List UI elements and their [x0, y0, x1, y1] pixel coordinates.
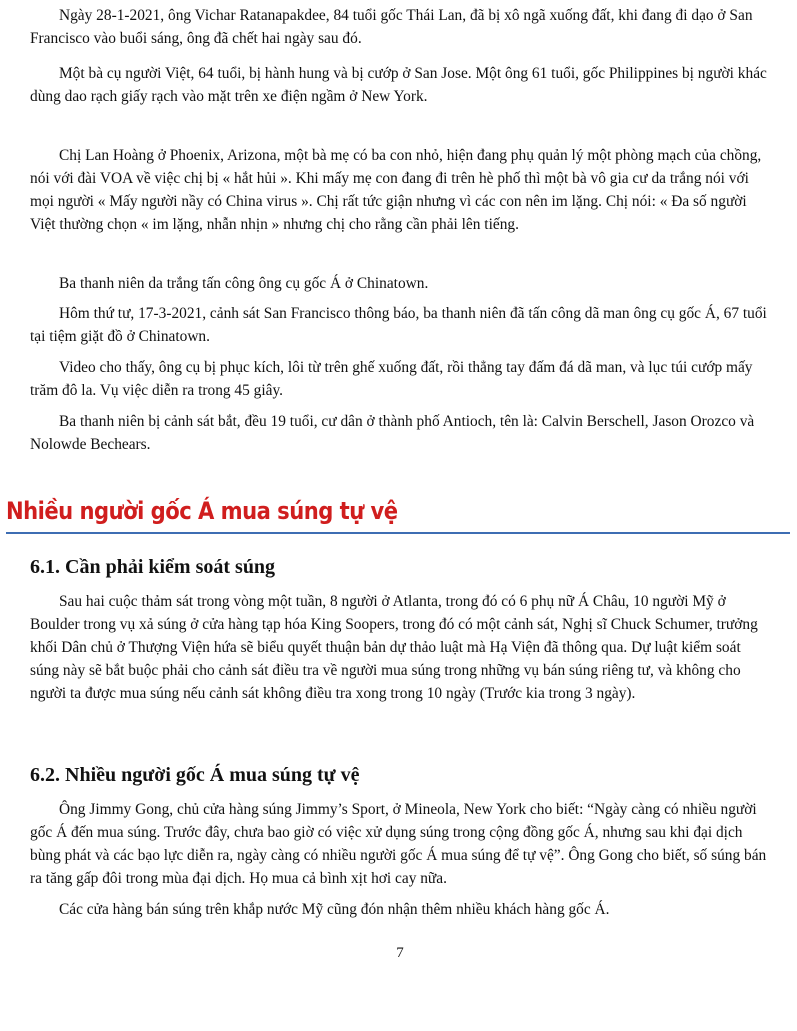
paragraph: Ông Jimmy Gong, chủ cửa hàng súng Jimmy’s Sport, ở Mineola, New York cho biết: “Ngày càng có nhiều người gốc Á đến mua súng. Trước đây, chưa bao giờ có việc xử dụng súng trong cộng đồng gốc Á, nhưng sau khi đại dịch bùng phát và các bạo lực diễn ra, ngày càng có nhiều người gốc Á mua súng để tự vệ”. Ông Gong cho biết, số súng bán ra tăng gấp đôi trong mùa đại dịch. Họ mua cả bình xịt hơi cay nữa.: [30, 801, 767, 887]
paragraph: Sau hai cuộc thảm sát trong vòng một tuần, 8 người ở Atlanta, trong đó có 6 phụ nữ Á Châu, 10 người Mỹ ở Boulder trong vụ xả súng ở cửa hàng tạp hóa King Soopers, trong đó có một cảnh sát, Nghị sĩ Chuck Schumer, trưởng khối Dân chủ ở Thượng Viện hứa sẽ biểu quyết thuận bản dự thảo luật mà Hạ Viện đã thông qua. Dự luật kiểm soát súng này sẽ bắt buộc phải cho cảnh sát điều tra về người mua súng trong những vụ bán súng riêng tư, và không cho người ta được mua súng nếu cảnh sát không điều tra xong trong 10 ngày (Trước kia trong 3 ngày).: [30, 593, 758, 702]
paragraph: Ba thanh niên da trắng tấn công ông cụ gốc Á ở Chinatown.: [59, 275, 429, 292]
paragraph: Một bà cụ người Việt, 64 tuổi, bị hành hung và bị cướp ở San Jose. Một ông 61 tuổi, gốc Philippines bị người khác dùng dao rạch giấy rạch vào mặt trên xe điện ngầm ở New York.: [30, 65, 767, 105]
subsection-heading: 6.1. Cần phải kiểm soát súng: [30, 556, 276, 578]
paragraph: Các cửa hàng bán súng trên khắp nước Mỹ cũng đón nhận thêm nhiều khách hàng gốc Á.: [59, 901, 610, 918]
paragraph: Hôm thứ tư, 17-3-2021, cảnh sát San Francisco thông báo, ba thanh niên đã tấn công dã man ông cụ gốc Á, 67 tuổi tại tiệm giặt đồ ở Chinatown.: [30, 305, 767, 345]
section-divider: [6, 532, 790, 534]
paragraph: Ngày 28-1-2021, ông Vichar Ratanapakdee, 84 tuổi gốc Thái Lan, đã bị xô ngã xuống đất, khi đang đi dạo ở San Francisco vào buổi sáng, ông đã chết hai ngày sau đó.: [30, 7, 753, 47]
paragraph: Ba thanh niên bị cảnh sát bắt, đều 19 tuổi, cư dân ở thành phố Antioch, tên là: Calvin Berschell, Jason Orozco và Nolowde Bechears.: [30, 413, 755, 453]
subsection-heading: 6.2. Nhiều người gốc Á mua súng tự vệ: [30, 764, 360, 786]
paragraph: Chị Lan Hoàng ở Phoenix, Arizona, một bà mẹ có ba con nhỏ, hiện đang phụ quản lý một phòng mạch của chồng, nói với đài VOA về việc chị bị « hắt hủi ». Khi mấy mẹ con đang đi trên hè phố thì một bà vô gia cư da trắng nói với mọi người « Mấy người nầy có China virus ». Chị rất tức giận nhưng vì các con nên im lặng. Chị nói: « Đa số người Việt thường chọn « im lặng, nhẫn nhịn » nhưng chị cho rằng cần phải lên tiếng.: [30, 147, 762, 233]
page-number: 7: [396, 945, 404, 961]
paragraph: Video cho thấy, ông cụ bị phục kích, lôi từ trên ghế xuống đất, rồi thẳng tay đấm đá dã man, và lục túi cướp mấy trăm đô la. Vụ việc diễn ra trong 45 giây.: [30, 359, 753, 399]
section-title: Nhiều người gốc Á mua súng tự vệ: [6, 497, 398, 525]
